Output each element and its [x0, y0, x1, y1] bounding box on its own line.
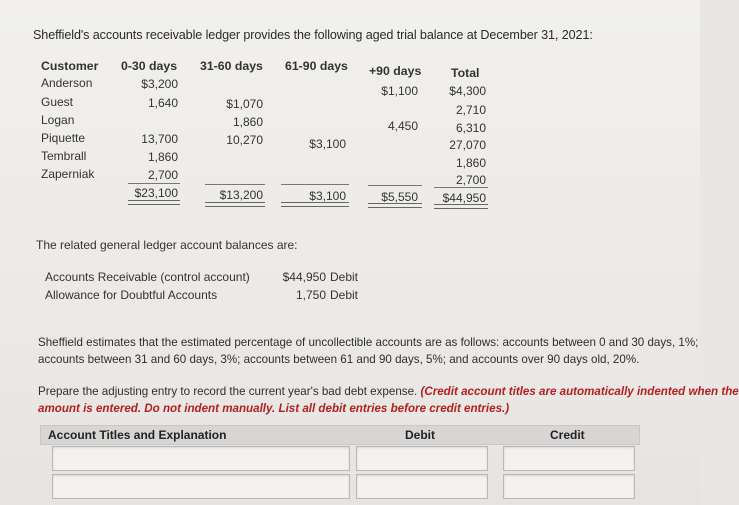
customer-name: Piquette [41, 131, 86, 145]
amount-90-plus: $1,100 [381, 84, 418, 98]
header-customer: Customer [41, 59, 99, 73]
subtotal-rule [128, 183, 180, 184]
credit-input[interactable] [503, 474, 635, 499]
estimate-paragraph [38, 334, 700, 368]
amount-0-30: $3,200 [141, 77, 178, 91]
double-rule [128, 200, 180, 205]
instruction-red-2: amount is entered. Do not indent manually. List all debit entries before credit entries.) [38, 402, 510, 415]
account-title-input[interactable] [52, 474, 350, 499]
double-rule [205, 202, 265, 207]
intro-text: Sheffield's accounts receivable ledger provides the following aged trial balance at December 31, 2021: [33, 28, 593, 42]
header-31-60: 31-60 days [200, 59, 263, 73]
amount-0-30: 13,700 [141, 132, 178, 146]
subtotal-rule [434, 187, 488, 188]
amount-61-90: $3,100 [309, 137, 346, 151]
amount-total: $4,300 [449, 84, 486, 98]
double-rule [368, 203, 422, 208]
total-61-90: $3,100 [309, 189, 346, 203]
grand-total: $44,950 [442, 191, 486, 205]
debit-input[interactable] [356, 474, 488, 499]
gl-side-allowance: Debit [330, 288, 359, 302]
amount-31-60: $1,070 [226, 97, 263, 111]
amount-total: 1,860 [455, 156, 486, 170]
account-title-input[interactable] [52, 446, 350, 471]
amount-total: 2,710 [455, 103, 486, 117]
prepare-text: Prepare the adjusting entry to record the current year's bad debt expense. [38, 385, 418, 398]
journal-col-credit: Credit [550, 428, 585, 442]
total-90-plus: $5,550 [381, 190, 418, 204]
amount-0-30: 2,700 [147, 168, 178, 182]
amount-total: 6,310 [455, 121, 486, 135]
subtotal-rule [281, 184, 349, 185]
customer-name: Logan [41, 113, 75, 127]
estimate-line-2: accounts between 31 and 60 days, 3%; accounts between 61 and 90 days, 5%; and accounts over 90 days old, 20%. [38, 353, 640, 366]
amount-90-plus: 4,450 [387, 119, 418, 133]
estimate-line-1: Sheffield estimates that the estimated percentage of uncollectible accounts are as follows: accounts between 0 and 30 days, 1%; [38, 336, 699, 349]
journal-header [40, 425, 640, 445]
gl-intro: The related general ledger account balances are: [36, 238, 298, 252]
gl-account-allowance: Allowance for Doubtful Accounts [45, 288, 218, 302]
header-90-plus: +90 days [369, 64, 422, 78]
credit-input[interactable] [503, 446, 635, 471]
gl-amount-allowance: 1,750 [295, 288, 326, 302]
gl-side-ar: Debit [330, 270, 359, 284]
header-total: Total [451, 66, 480, 80]
amount-31-60: 10,270 [226, 133, 263, 147]
gl-account-ar: Accounts Receivable (control account) [45, 270, 250, 284]
amount-0-30: 1,860 [147, 150, 178, 164]
gl-amount-ar: $44,950 [282, 270, 326, 284]
double-rule [434, 204, 488, 209]
instruction-red-1: (Credit account titles are automatically indented when the [420, 385, 739, 398]
instruction-paragraph [38, 383, 739, 417]
customer-name: Tembrall [41, 149, 87, 163]
subtotal-rule [205, 184, 265, 185]
subtotal-rule [368, 185, 422, 186]
journal-col-debit: Debit [405, 428, 435, 442]
journal-col-account: Account Titles and Explanation [48, 428, 227, 442]
amount-total: 27,070 [449, 138, 486, 152]
debit-input[interactable] [356, 446, 488, 471]
total-31-60: $13,200 [219, 188, 263, 202]
total-0-30: $23,100 [134, 186, 178, 200]
header-61-90: 61-90 days [285, 59, 348, 73]
customer-name: Anderson [41, 76, 93, 90]
header-0-30: 0-30 days [121, 59, 178, 73]
amount-0-30: 1,640 [147, 96, 178, 110]
amount-total: 2,700 [455, 173, 486, 187]
amount-31-60: 1,860 [232, 115, 263, 129]
customer-name: Zaperniak [41, 167, 95, 181]
double-rule [281, 202, 349, 207]
customer-name: Guest [41, 95, 74, 109]
